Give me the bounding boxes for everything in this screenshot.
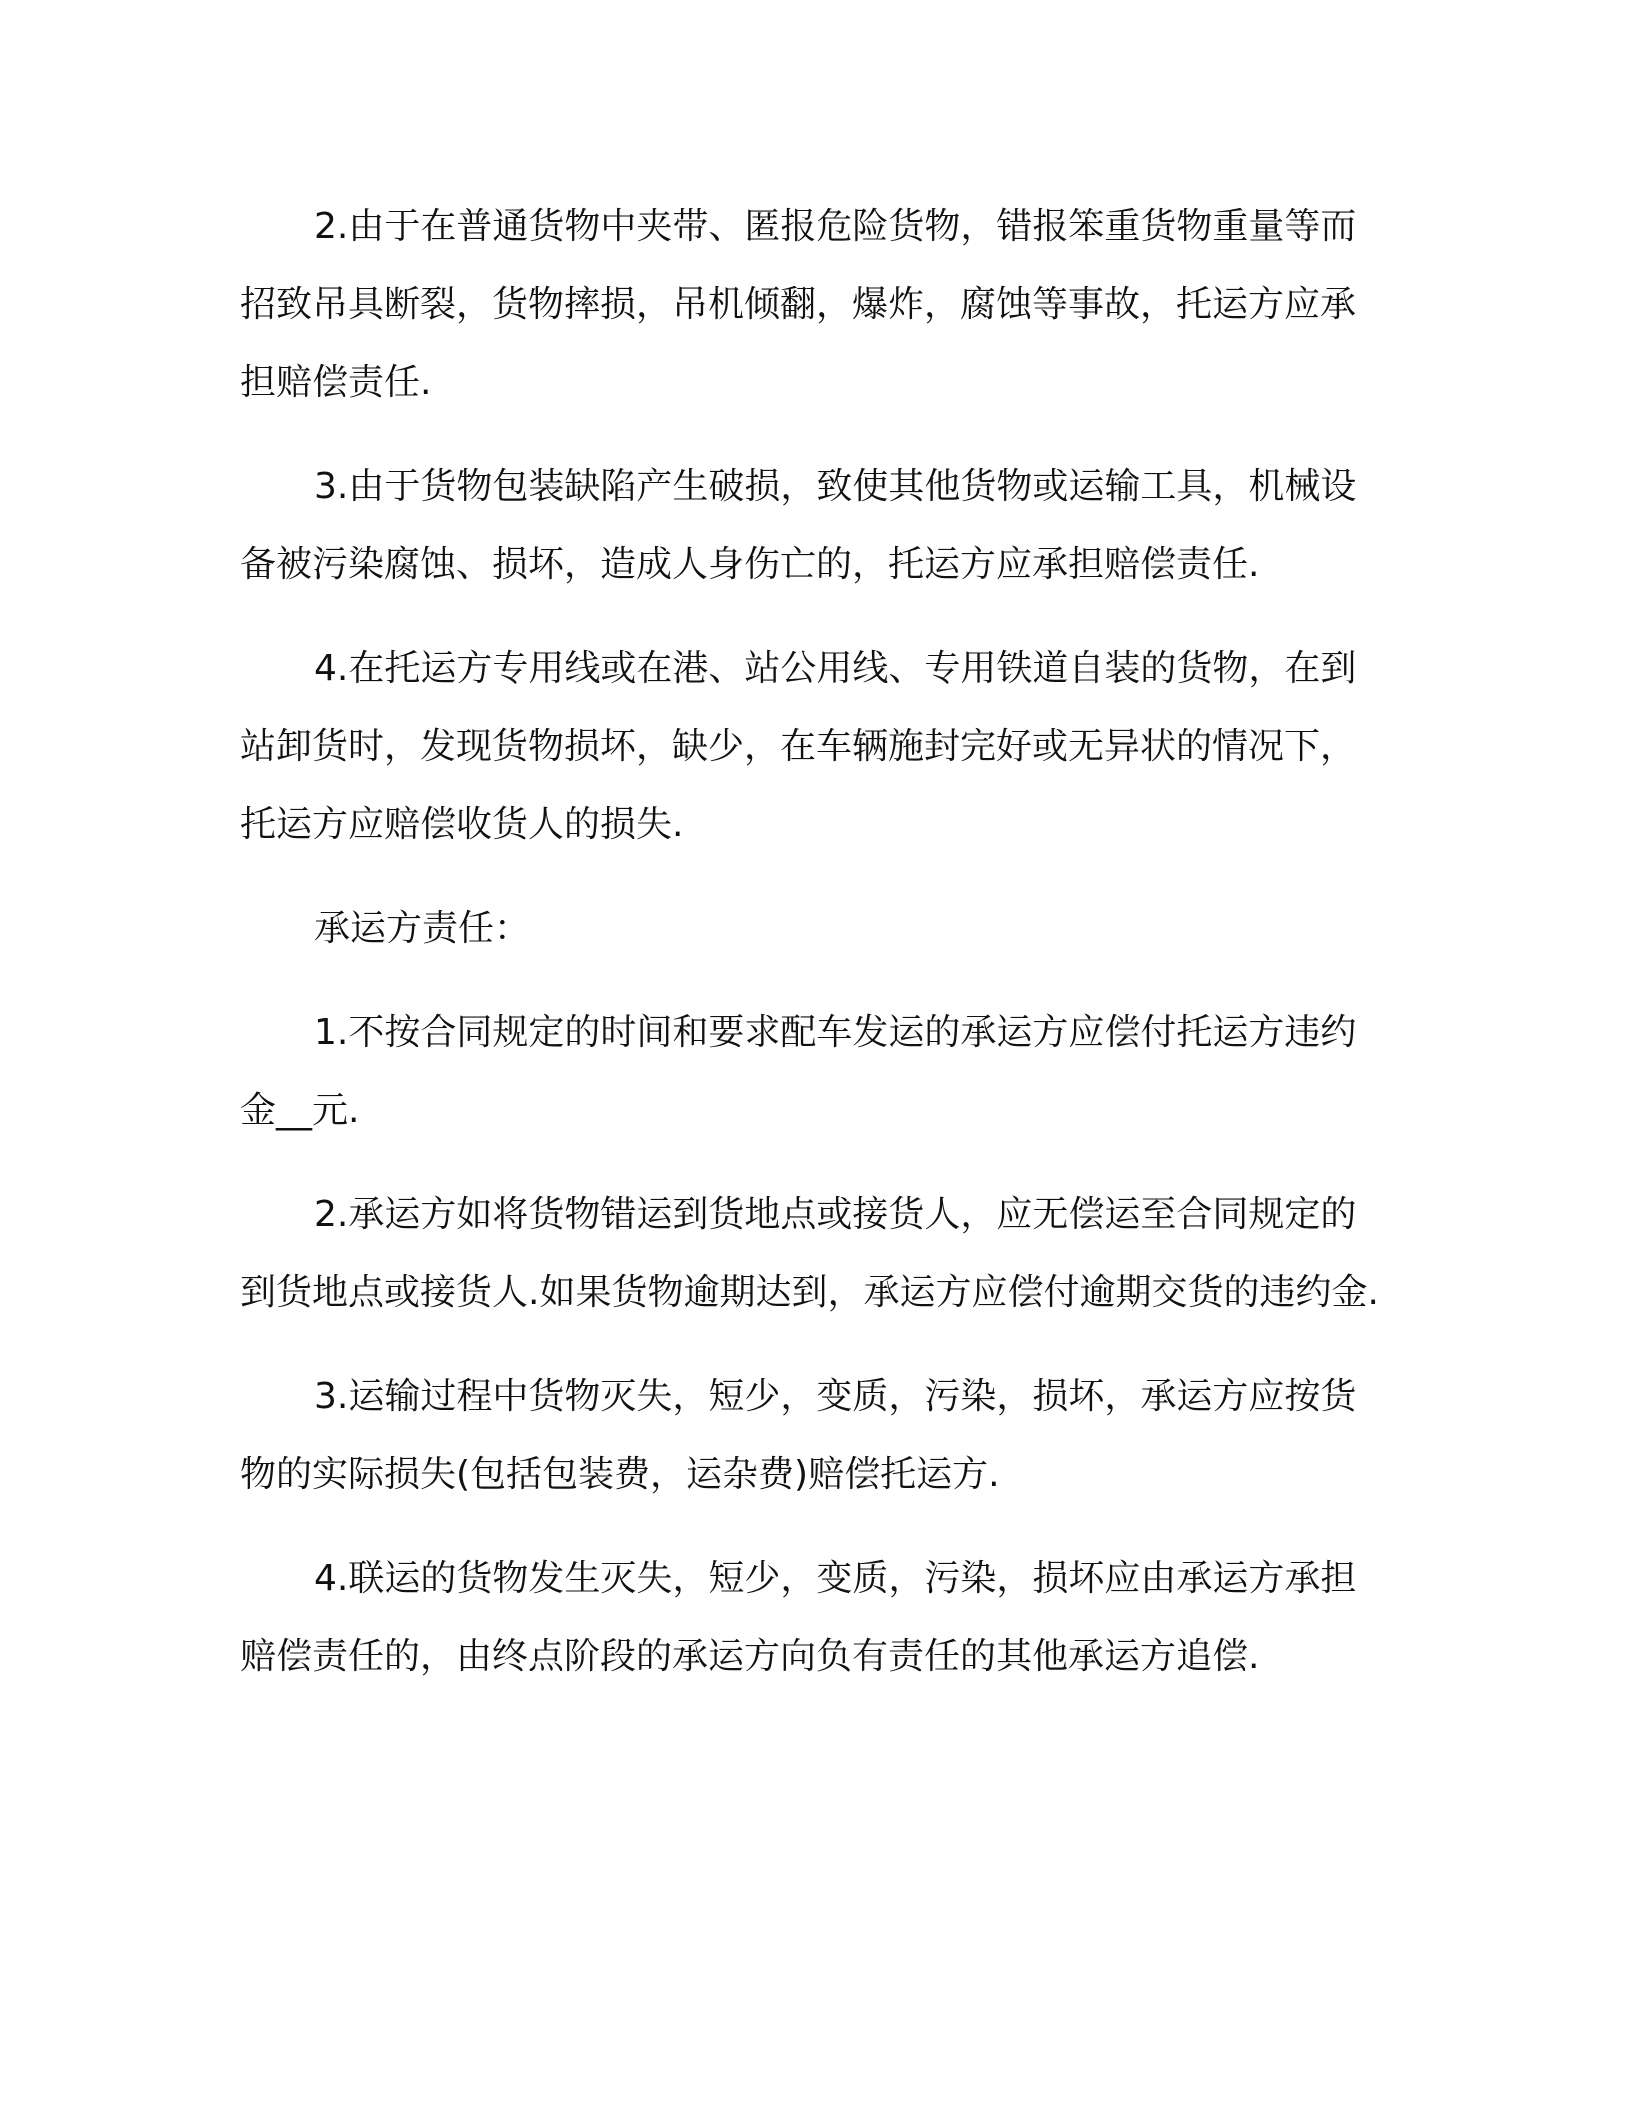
paragraph-carrier-liability-1: 1.不按合同规定的时间和要求配车发运的承运方应偿付托运方违约金__元.	[240, 1012, 1357, 1131]
section-heading-carrier-liability: 承运方责任：	[314, 908, 531, 949]
paragraph-carrier-liability-3: 3.运输过程中货物灭失，短少，变质，污染，损坏，承运方应按货物的实际损失(包括包装费，运杂费)赔偿托运方.	[240, 1376, 1357, 1495]
document-body	[240, 188, 1390, 1722]
paragraph-carrier-liability-2: 2.承运方如将货物错运到货地点或接货人，应无偿运至合同规定的到货地点或接货人.如果货物逾期达到，承运方应偿付逾期交货的违约金.	[240, 1194, 1379, 1313]
paragraph-shipper-liability-3: 3.由于货物包装缺陷产生破损，致使其他货物或运输工具，机械设备被污染腐蚀、损坏，造成人身伤亡的，托运方应承担赔偿责任.	[240, 466, 1357, 585]
paragraph-carrier-liability-4: 4.联运的货物发生灭失，短少，变质，污染，损坏应由承运方承担赔偿责任的，由终点阶段的承运方向负有责任的其他承运方追偿.	[240, 1558, 1357, 1677]
paragraph-shipper-liability-2: 2.由于在普通货物中夹带、匿报危险货物，错报笨重货物重量等而招致吊具断裂，货物摔损，吊机倾翻，爆炸，腐蚀等事故，托运方应承担赔偿责任.	[240, 206, 1357, 403]
paragraph-shipper-liability-4: 4.在托运方专用线或在港、站公用线、专用铁道自装的货物，在到站卸货时，发现货物损坏，缺少，在车辆施封完好或无异状的情况下，托运方应赔偿收货人的损失.	[240, 648, 1357, 845]
